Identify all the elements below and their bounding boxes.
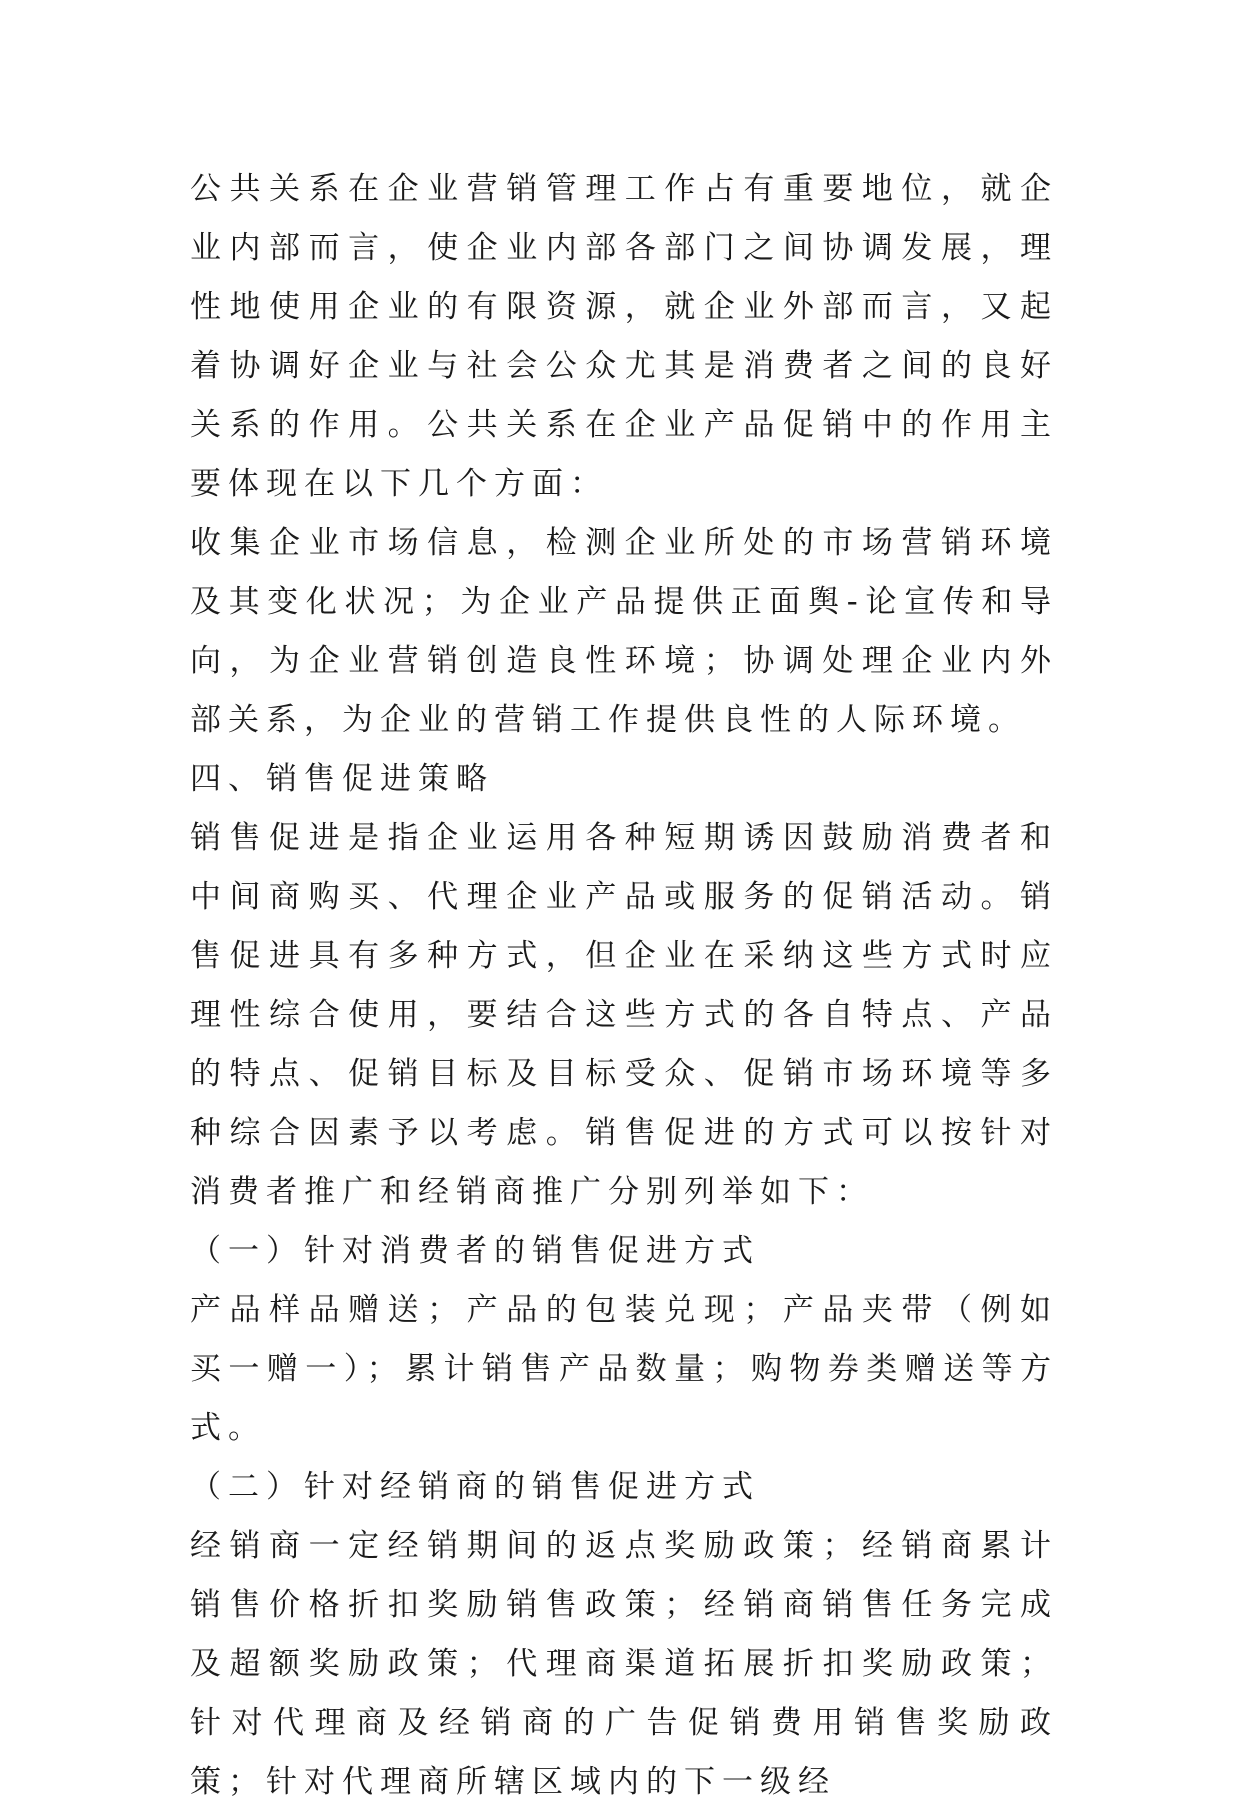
subheading-dealer-promotion: （二）针对经销商的销售促进方式 [190, 1469, 760, 1505]
paragraph-pr-functions: 收集企业市场信息，检测企业所处的市场营销环境及其变化状况；为企业产品提供正面舆-论宣传和导向，为企业营销创造良性环境；协调处理企业内外部关系，为企业的营销工作提供良性的人际环境。 [190, 525, 1058, 738]
paragraph-public-relations: 公共关系在企业营销管理工作占有重要地位，就企业内部而言，使企业内部各部门之间协调发展，理性地使用企业的有限资源，就企业外部而言，又起着协调好企业与社会公众尤其是消费者之间的良好关系的作用。公共关系在企业产品促销中的作用主要体现在以下几个方面： [190, 171, 1058, 502]
subheading-consumer-promotion: （一）针对消费者的销售促进方式 [190, 1233, 760, 1269]
paragraph-consumer-promotion-methods: 产品样品赠送；产品的包装兑现；产品夹带（例如买一赠一）；累计销售产品数量；购物券类赠送等方式。 [190, 1292, 1058, 1446]
section-heading-sales-promotion: 四、销售促进策略 [190, 761, 494, 797]
paragraph-sales-promotion-definition: 销售促进是指企业运用各种短期诱因鼓励消费者和中间商购买、代理企业产品或服务的促销活动。销售促进具有多种方式，但企业在采纳这些方式时应理性综合使用，要结合这些方式的各自特点、产品的特点、促销目标及目标受众、促销市场环境等多种综合因素予以考虑。销售促进的方式可以按针对消费者推广和经销商推广分别列举如下： [190, 820, 1058, 1210]
document-body [190, 160, 1058, 1812]
paragraph-dealer-promotion-methods: 经销商一定经销期间的返点奖励政策；经销商累计销售价格折扣奖励销售政策；经销商销售任务完成及超额奖励政策；代理商渠道拓展折扣奖励政策；针对代理商及经销商的广告促销费用销售奖励政策；针对代理商所辖区域内的下一级经 [190, 1528, 1058, 1800]
